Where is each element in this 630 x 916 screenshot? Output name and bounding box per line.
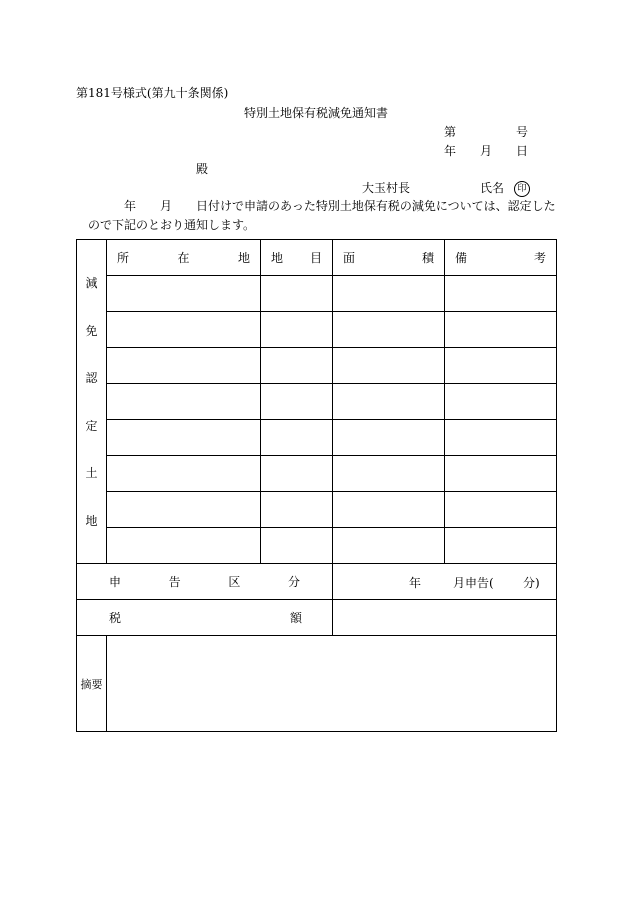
area-cell[interactable] xyxy=(333,528,445,564)
date-year: 年 xyxy=(444,144,457,158)
area-cell[interactable] xyxy=(333,276,445,312)
land-category-cell[interactable] xyxy=(261,528,333,564)
location-cell[interactable] xyxy=(107,276,261,312)
table-row xyxy=(77,276,557,312)
declaration-label-cell xyxy=(77,564,333,600)
issuer: 大玉村長 xyxy=(362,181,411,195)
header-location xyxy=(107,240,261,276)
land-category-cell[interactable] xyxy=(261,276,333,312)
land-category-cell[interactable] xyxy=(261,312,333,348)
tax-value-cell[interactable] xyxy=(333,600,557,636)
remarks-cell[interactable] xyxy=(445,456,557,492)
table-row xyxy=(77,420,557,456)
remarks-cell[interactable] xyxy=(445,492,557,528)
header-char: 積 xyxy=(421,251,434,265)
summary-label: 摘要 xyxy=(80,677,103,691)
header-char: 面 xyxy=(343,251,356,265)
declaration-month: 月申告( xyxy=(453,575,494,590)
area-cell[interactable] xyxy=(333,456,445,492)
land-category-cell[interactable] xyxy=(261,384,333,420)
declaration-year: 年 xyxy=(409,575,422,590)
location-cell[interactable] xyxy=(107,492,261,528)
header-land-category xyxy=(261,240,333,276)
declaration-char: 区 xyxy=(228,575,241,589)
area-cell[interactable] xyxy=(333,348,445,384)
header-char: 地 xyxy=(237,251,250,265)
land-category-cell[interactable] xyxy=(261,420,333,456)
table-row xyxy=(77,528,557,564)
side-char: 定 xyxy=(85,418,98,433)
header-char: 考 xyxy=(533,251,546,265)
date-month: 月 xyxy=(480,144,493,158)
area-cell[interactable] xyxy=(333,312,445,348)
body-line1: 日付けで申請のあった特別土地保有税の減免については、認定した xyxy=(196,199,556,213)
side-char: 認 xyxy=(85,371,98,386)
side-char: 地 xyxy=(85,513,98,528)
summary-row xyxy=(77,636,557,732)
declaration-value-cell[interactable] xyxy=(333,564,557,600)
body-year: 年 xyxy=(124,199,137,213)
land-category-cell[interactable] xyxy=(261,348,333,384)
area-cell[interactable] xyxy=(333,492,445,528)
remarks-cell[interactable] xyxy=(445,276,557,312)
header-char: 地 xyxy=(271,251,284,265)
declaration-char: 申 xyxy=(109,575,122,589)
table-row xyxy=(77,384,557,420)
side-char: 減 xyxy=(85,276,98,291)
declaration-char: 告 xyxy=(168,575,181,589)
doc-number-suffix: 号 xyxy=(516,125,529,139)
document-title: 特別土地保有税減免通知書 xyxy=(244,106,389,120)
remarks-cell[interactable] xyxy=(445,312,557,348)
location-cell[interactable] xyxy=(107,312,261,348)
header-char: 備 xyxy=(455,251,468,265)
location-cell[interactable] xyxy=(107,348,261,384)
location-cell[interactable] xyxy=(107,420,261,456)
land-category-cell[interactable] xyxy=(261,456,333,492)
header-char: 目 xyxy=(309,251,322,265)
declaration-row xyxy=(77,564,557,600)
summary-label-cell xyxy=(77,636,107,732)
summary-value-cell[interactable] xyxy=(107,636,557,732)
header-remarks xyxy=(445,240,557,276)
seal-stamp: 印 xyxy=(514,181,530,197)
name-label-text: 氏名 xyxy=(480,181,505,195)
side-label-cell xyxy=(77,240,107,564)
location-cell[interactable] xyxy=(107,384,261,420)
form-number: 第181号様式(第九十条関係) xyxy=(76,86,229,100)
side-char: 土 xyxy=(85,466,98,481)
table-row xyxy=(77,492,557,528)
remarks-cell[interactable] xyxy=(445,348,557,384)
remarks-cell[interactable] xyxy=(445,420,557,456)
remarks-cell[interactable] xyxy=(445,528,557,564)
declaration-char: 分 xyxy=(287,575,300,589)
body-line2: ので下記のとおり通知します。 xyxy=(88,218,256,232)
area-cell[interactable] xyxy=(333,384,445,420)
table-row xyxy=(77,456,557,492)
declaration-minute: 分) xyxy=(523,575,540,590)
doc-number-prefix: 第 xyxy=(444,125,457,139)
header-char: 所 xyxy=(117,251,130,265)
land-table xyxy=(76,239,557,732)
table-row xyxy=(77,348,557,384)
location-cell[interactable] xyxy=(107,456,261,492)
tax-row xyxy=(77,600,557,636)
recipient-suffix: 殿 xyxy=(196,162,209,176)
tax-label-cell xyxy=(77,600,333,636)
name-label xyxy=(480,179,530,197)
table-row xyxy=(77,312,557,348)
tax-char: 額 xyxy=(289,611,302,625)
body-month: 月 xyxy=(160,199,173,213)
tax-char: 税 xyxy=(109,611,122,625)
land-category-cell[interactable] xyxy=(261,492,333,528)
header-char: 在 xyxy=(177,251,190,265)
area-cell[interactable] xyxy=(333,420,445,456)
header-area xyxy=(333,240,445,276)
side-char: 免 xyxy=(85,323,98,338)
date-day: 日 xyxy=(516,144,529,158)
remarks-cell[interactable] xyxy=(445,384,557,420)
location-cell[interactable] xyxy=(107,528,261,564)
